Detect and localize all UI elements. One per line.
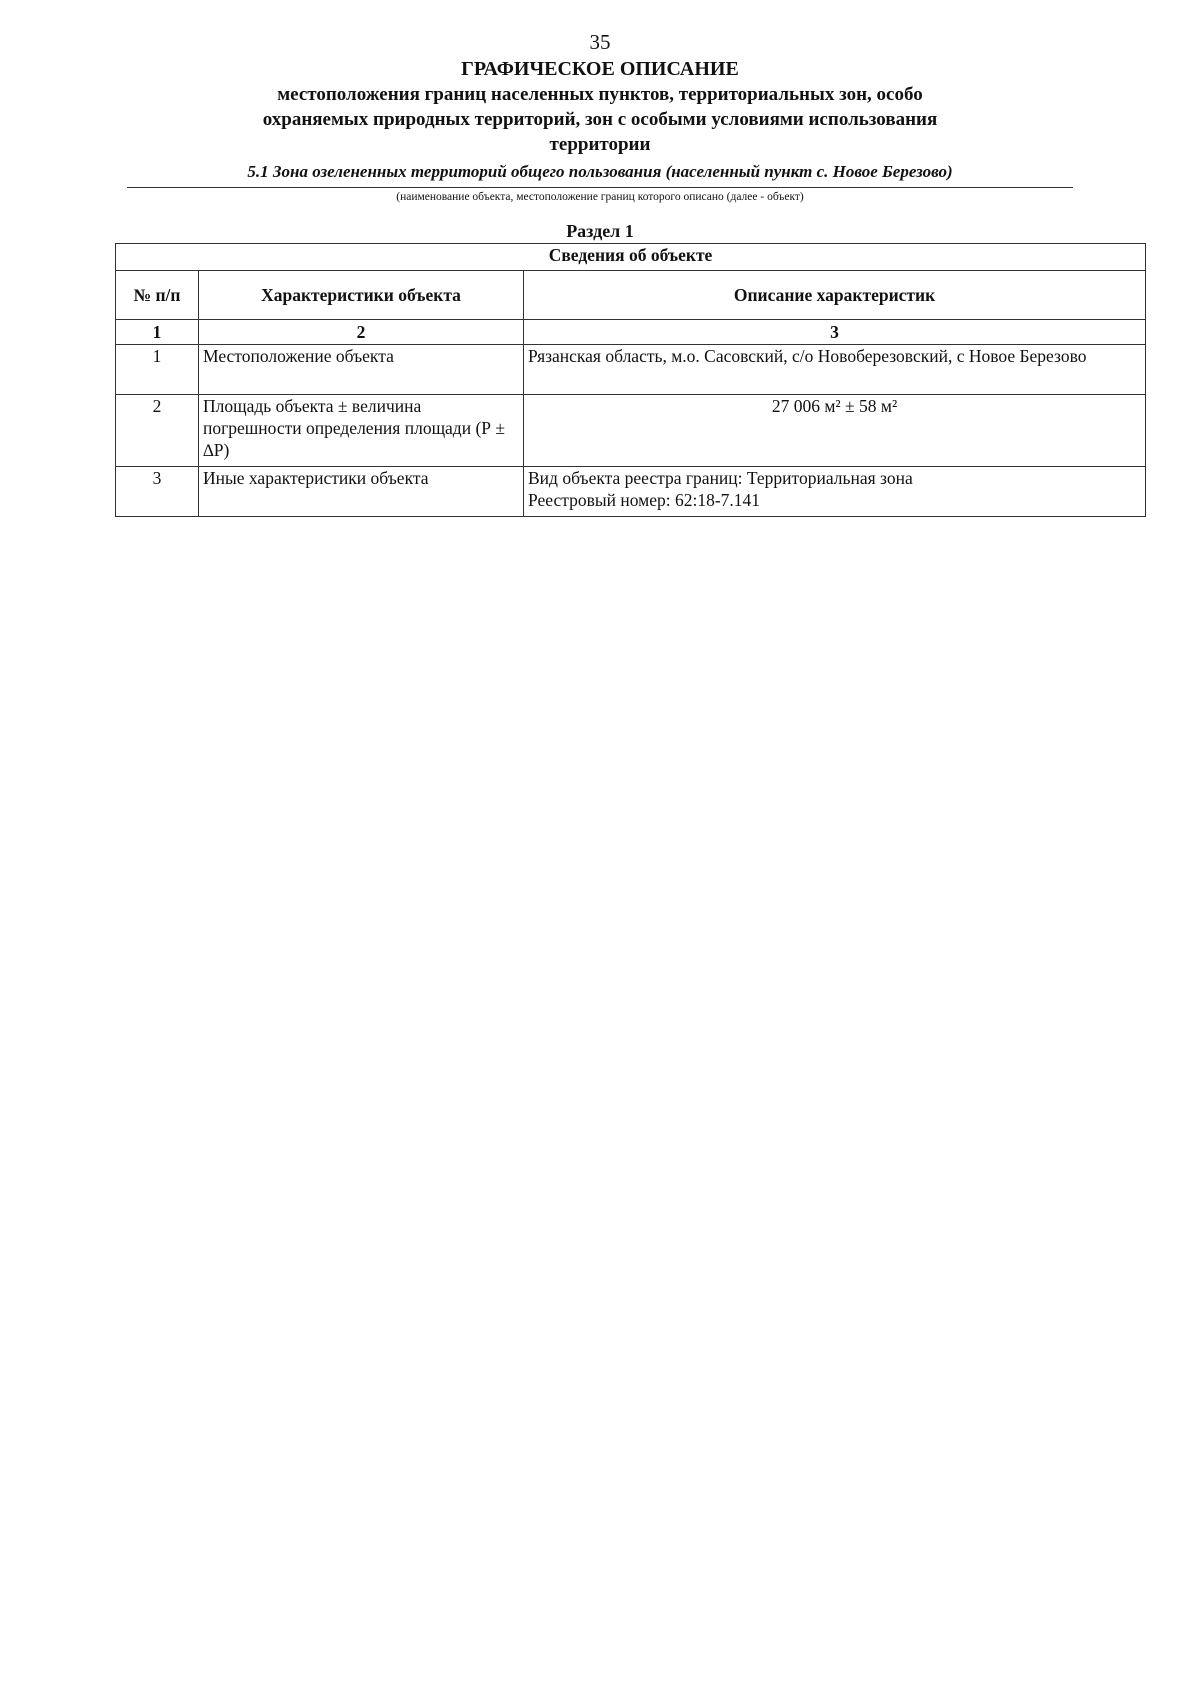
row-number: 3 (116, 467, 199, 517)
table-row (116, 395, 1146, 467)
column-number-row (116, 320, 1146, 345)
description-line: Вид объекта реестра границ: Территориальная зона (528, 468, 913, 488)
object-name: 5.1 Зона озелененных территорий общего пользования (населенный пункт с. Новое Березово) (247, 162, 953, 181)
document-subtitle: местоположения границ населенных пунктов, территориальных зон, особо охраняемых природных территорий, зон с особыми условиями использования территории (262, 84, 938, 155)
header-characteristic: Характеристики объекта (199, 271, 524, 320)
header-num: № п/п (116, 271, 199, 320)
object-name-underline (127, 187, 1073, 188)
row-number: 2 (116, 395, 199, 467)
row-characteristic: Площадь объекта ± величина погрешности определения площади (Р ± ∆Р) (199, 395, 524, 467)
row-number: 1 (116, 345, 199, 395)
section-title: Раздел 1 (566, 221, 634, 241)
row-description: Рязанская область, м.о. Сасовский, с/о Новоберезовский, с Новое Березово (524, 345, 1146, 395)
table-row (116, 467, 1146, 517)
row-characteristic: Местоположение объекта (199, 345, 524, 395)
table-row (116, 345, 1146, 395)
description-line: Реестровый номер: 62:18-7.141 (528, 490, 761, 510)
column-number: 3 (524, 320, 1146, 345)
object-caption: (наименование объекта, местоположение границ которого описано (далее - объект) (396, 191, 804, 203)
row-description: 27 006 м² ± 58 м² (524, 395, 1146, 467)
column-number: 2 (199, 320, 524, 345)
row-description (524, 467, 1146, 517)
page-number: 35 (589, 30, 611, 54)
column-number: 1 (116, 320, 199, 345)
row-characteristic: Иные характеристики объекта (199, 467, 524, 517)
header-description: Описание характеристик (524, 271, 1146, 320)
table-caption: Сведения об объекте (116, 244, 1146, 271)
object-info-table (115, 243, 1146, 517)
document-title: ГРАФИЧЕСКОЕ ОПИСАНИЕ (461, 58, 739, 80)
table-header-row (116, 271, 1146, 320)
